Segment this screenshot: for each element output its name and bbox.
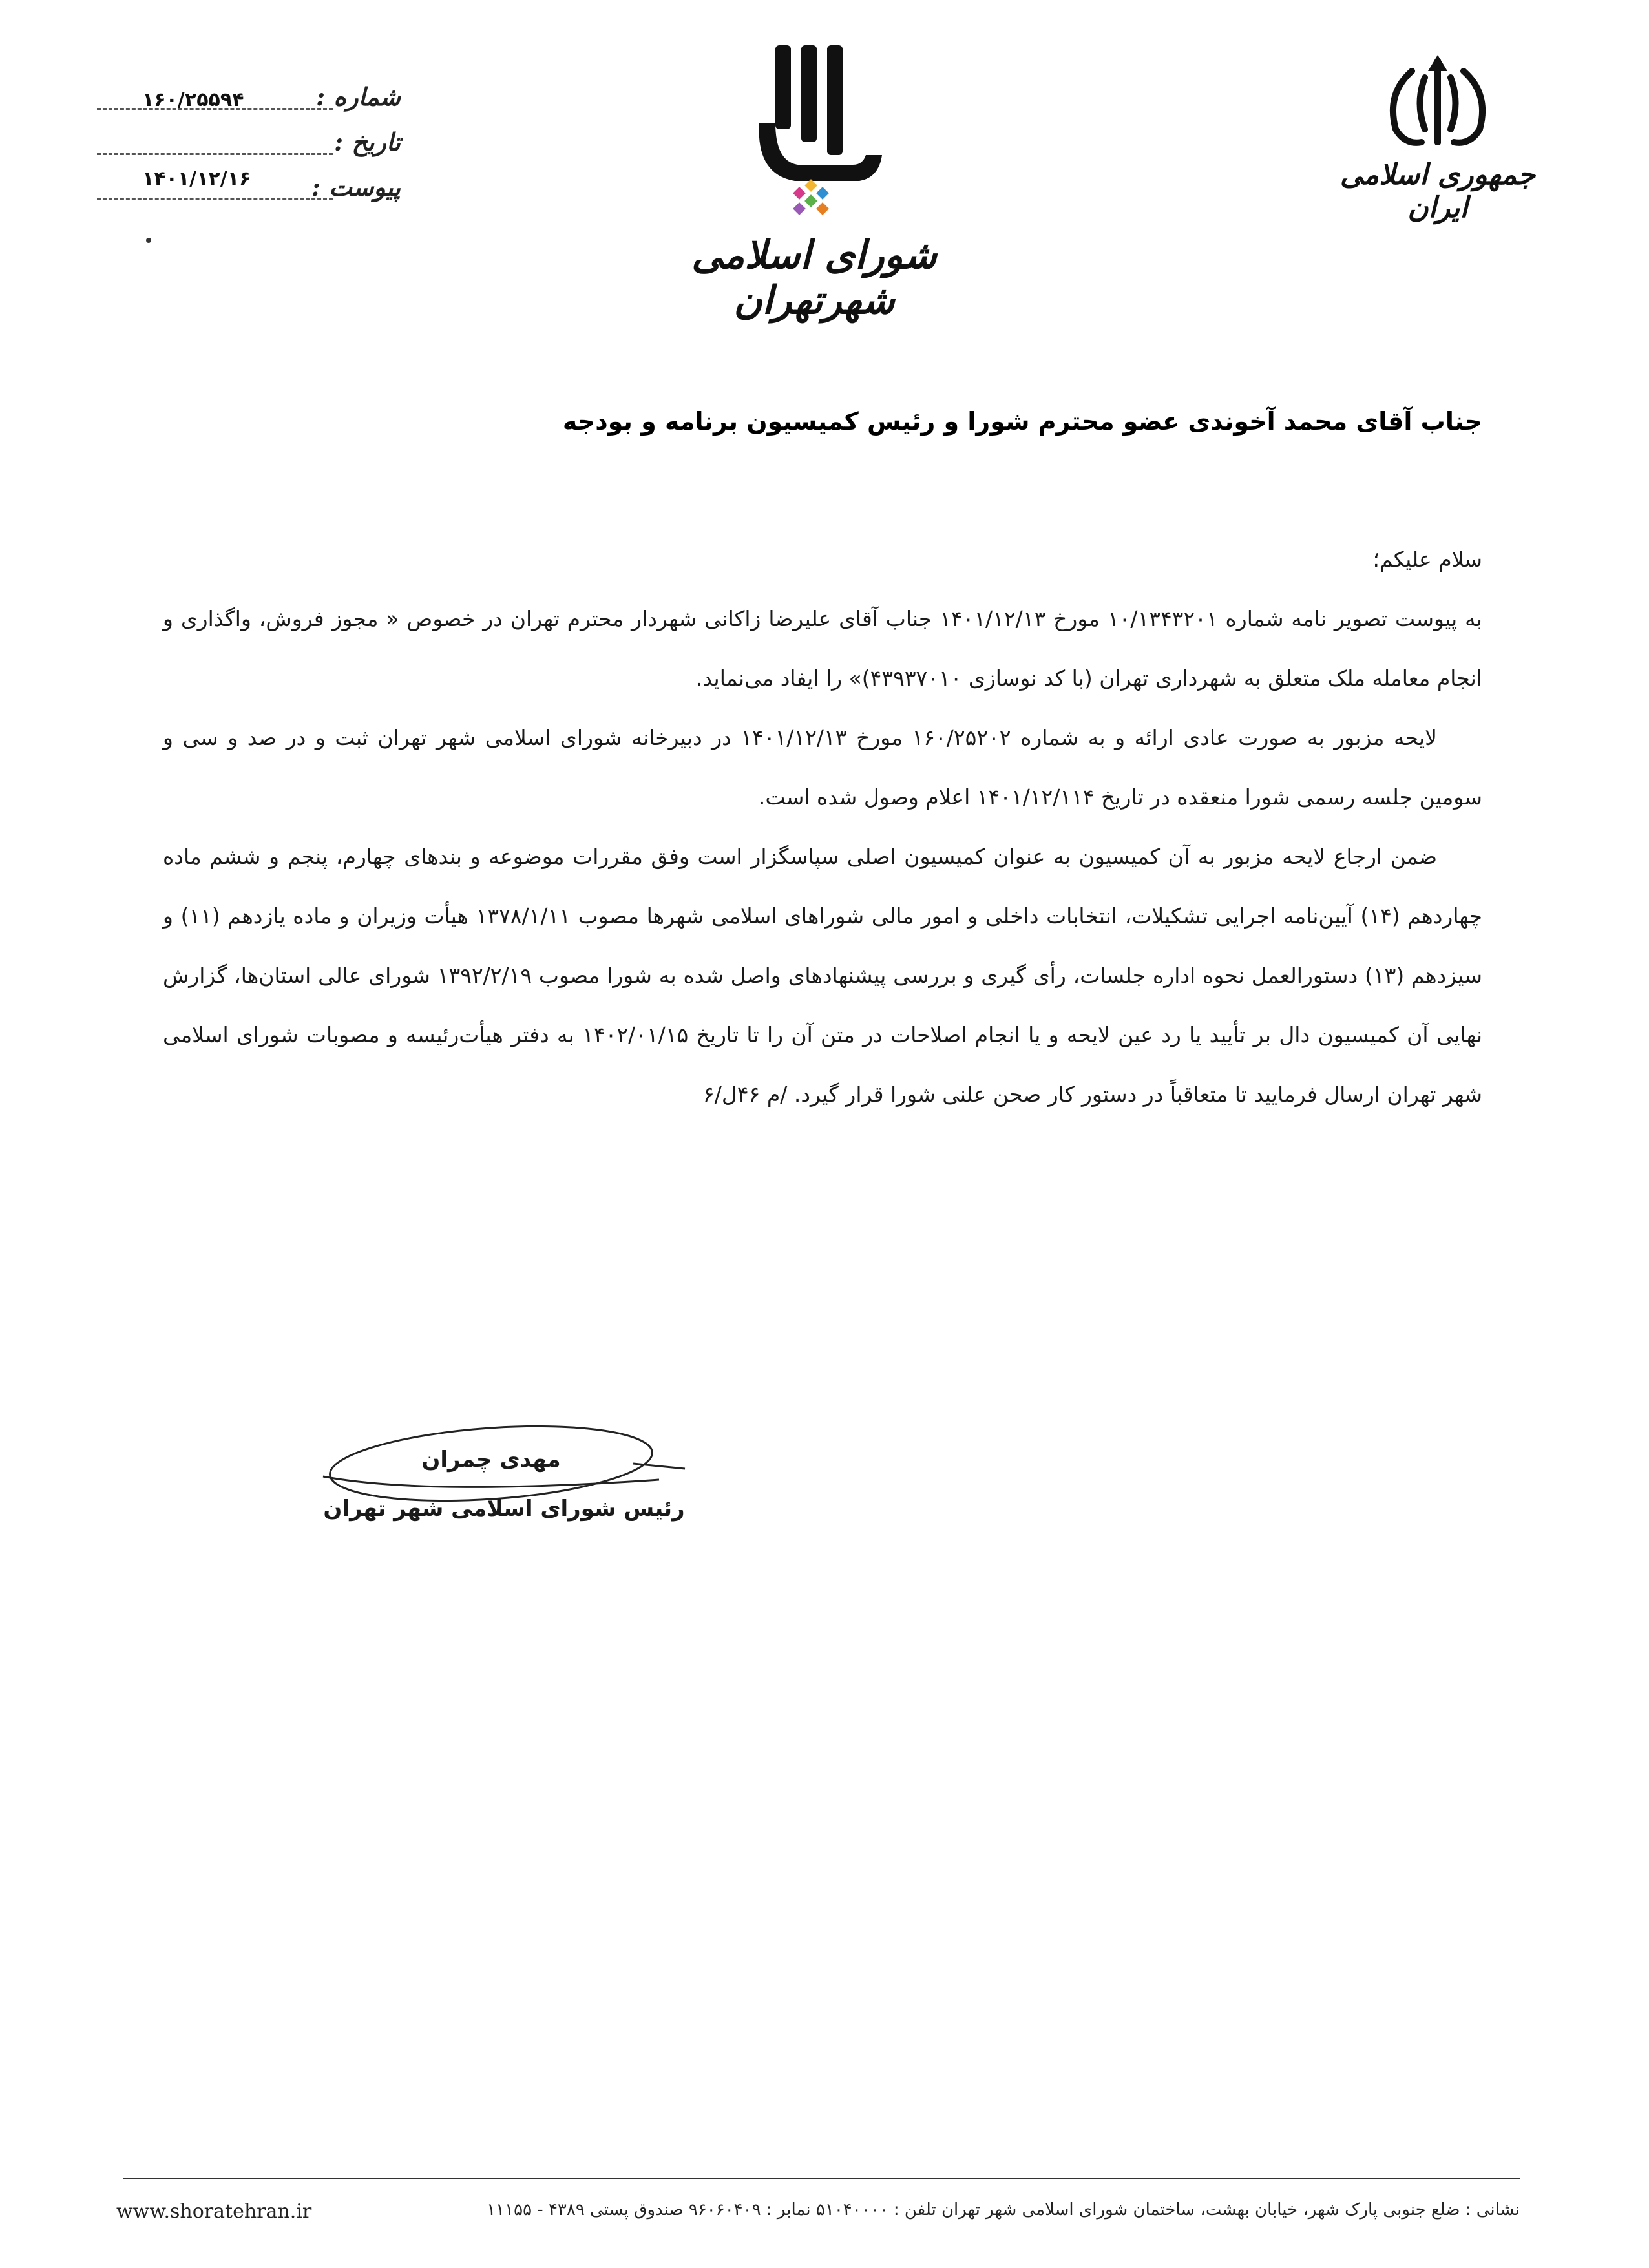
iran-emblem [1331,45,1544,224]
meta-attachment-line [97,198,333,200]
meta-date-value: ۱۴۰۱/۱۲/۱۶ [142,167,251,190]
paragraph-1: به پیوست تصویر نامه شماره ۱۰/۱۳۴۳۲۰۱ مورخ ۱۴۰۱/۱۲/۱۳ جناب آقای علیرضا زاکانی شهردار محترم تهران در خصوص « مجوز فروش، واگذاری و انجام معامله ملک متعلق به شهرداری تهران (با کد نوسازی ۴۳۹۳۷۰۱۰)» را ایفاد می‌نماید. [163,606,1482,691]
paragraph-3: ضمن ارجاع لایحه مزبور به آن کمیسیون به عنوان کمیسیون اصلی سپاسگزار است وفق مقررات موضوعه و بندهای چهارم، پنجم و ششم ماده چهاردهم (۱۴) آیین‌نامه اجرایی تشکیلات، انتخابات داخلی و امور مالی شوراهای اسلامی شهرها مصوب ۱۳۷۸/۱/۱۱ هیأت وزیران و ماده یازدهم (۱۱) و سیزدهم (۱۳) دستورالعمل نحوه اداره جلسات، رأی گیری و بررسی پیشنهادهای واصل شده به شورا مصوب ۱۳۹۲/۲/۱۹ شورای عالی استان‌ها، گزارش نهایی آن کمیسیون دال بر تأیید یا رد عین لایحه و یا انجام اصلاحات در متن آن را تا تاریخ ۱۴۰۲/۰۱/۱۵ به دفتر هیأت‌رئیسه و مصوبات شورای اسلامی شهر تهران ارسال فرمایید تا متعاقباً در دستور کار صحن علنی شورا قرار گیرد. /م ۴۶ل/۶ [163,844,1482,1107]
footer-divider [123,2178,1520,2179]
signature-block [297,1418,698,1541]
footer-address: نشانی : ضلع جنوبی پارک شهر، خیابان بهشت، ساختمان شورای اسلامی شهر تهران تلفن : ۵۱۰۴۰۰۰۰ نمابر : ۹۶۰۶۰۴۰۹ صندوق پستی ۴۳۸۹ - ۱۱۱۵۵ [487,2200,1520,2220]
footer-website: www.shoratehran.ir [116,2200,312,2223]
meta-attachment-row [97,162,401,207]
meta-number-label: شماره : [316,82,401,111]
meta-number-value: ۱۶۰/۲۵۵۹۴ [142,89,244,111]
meta-attachment-label: پیوست : [311,173,401,202]
logo-tile-5 [793,202,806,215]
recipient-line: جناب آقای محمد آخوندی عضو محترم شورا و رئیس کمیسیون برنامه و بودجه [562,407,1482,436]
logo-tile-2 [804,179,817,192]
council-logo-icon [646,26,982,233]
council-name: شورای اسلامی شهرتهران [691,233,937,323]
signature-title: رئیس شورای اسلامی شهر تهران [323,1496,685,1522]
meta-date-label: تاریخ : [334,127,401,156]
council-logo [646,26,982,323]
logo-tile-1 [793,187,806,200]
greeting: سلام علیکم؛ [1372,547,1482,572]
letter-meta [97,71,401,207]
emblem-icon [1331,45,1544,155]
signature-scribble [297,1418,698,1541]
logo-tile-6 [816,202,829,215]
meta-dot [146,238,151,243]
meta-date-line [97,153,333,155]
emblem-text: جمهوری اسلامی ایران [1339,158,1536,224]
signature-name: مهدی چمران [421,1447,561,1473]
logo-tile-4 [804,194,817,207]
letter-body [163,530,1482,1124]
paragraph-2: لایحه مزبور به صورت عادی ارائه و به شماره ۱۶۰/۲۵۲۰۲ مورخ ۱۴۰۱/۱۲/۱۳ در دبیرخانه شورای اسلامی شهر تهران ثبت و در صد و سی و سومین جلسه رسمی شورا منعقده در تاریخ ۱۴۰۱/۱۲/۱۱۴ اعلام وصول شده است. [163,725,1482,810]
logo-tile-3 [816,187,829,200]
